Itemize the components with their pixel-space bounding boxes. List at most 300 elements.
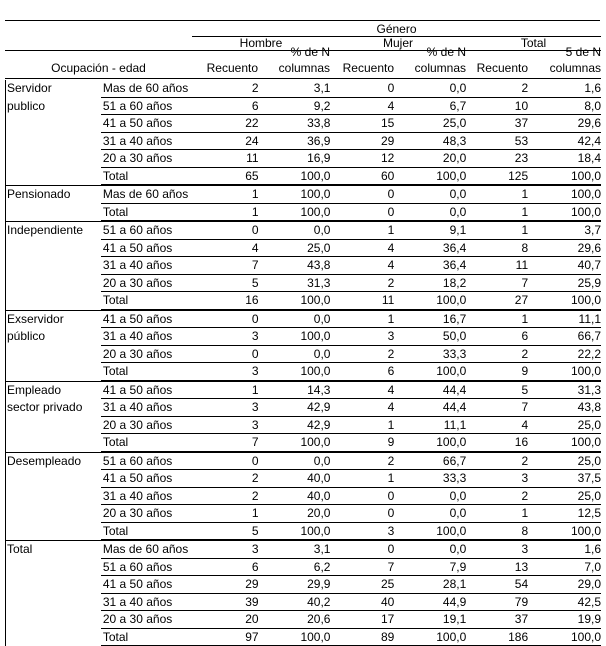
mujer-pct: 100,0 — [398, 523, 466, 541]
total-pct: 100,0 — [532, 523, 601, 541]
total-pct: 1,6 — [532, 80, 601, 98]
table-row — [5, 328, 601, 346]
hombre-pct: 40,0 — [263, 470, 331, 488]
hombre-recuento: 3 — [193, 417, 263, 435]
header-rule — [5, 78, 601, 79]
age-range: 41 a 50 años — [101, 240, 193, 258]
age-range: Mas de 60 años — [101, 80, 193, 98]
total-recuento: 37 — [466, 611, 532, 629]
total-recuento: 8 — [466, 240, 532, 258]
hombre-recuento: 3 — [193, 328, 263, 346]
table-header — [5, 22, 601, 80]
mujer-recuento: 60 — [330, 168, 398, 186]
mujer-recuento: 4 — [330, 399, 398, 417]
header-hombre-pct — [262, 44, 330, 76]
total-recuento: 9 — [466, 363, 532, 381]
mujer-recuento: 1 — [330, 311, 398, 329]
age-range: 51 a 60 años — [101, 453, 193, 471]
age-range: 51 a 60 años — [101, 98, 193, 116]
mujer-pct: 11,1 — [398, 417, 466, 435]
age-range: 31 a 40 años — [101, 257, 193, 275]
mujer-pct: 19,1 — [398, 611, 466, 629]
mujer-pct: 25,0 — [398, 115, 466, 133]
total-recuento: 10 — [466, 98, 532, 116]
total-pct: 11,1 — [532, 311, 601, 329]
hombre-pct: 29,9 — [263, 576, 331, 594]
total-recuento: 1 — [466, 505, 532, 523]
total-pct: 66,7 — [532, 328, 601, 346]
table-row — [5, 168, 601, 186]
hombre-recuento: 22 — [193, 115, 263, 133]
total-pct: 37,5 — [532, 470, 601, 488]
crosstab-table — [5, 22, 601, 646]
mujer-recuento: 4 — [330, 257, 398, 275]
table-row — [5, 150, 601, 168]
hombre-pct: 40,2 — [263, 594, 331, 612]
hombre-recuento: 7 — [193, 434, 263, 452]
pct-line1: % de N — [290, 45, 330, 59]
group-label — [6, 417, 101, 435]
total-pct: 8,0 — [532, 98, 601, 116]
age-range: 31 a 40 años — [101, 133, 193, 151]
table-row — [5, 399, 601, 417]
total-recuento: 2 — [466, 80, 532, 98]
age-range: 31 a 40 años — [101, 488, 193, 506]
age-range: Total — [101, 168, 193, 186]
total-recuento: 23 — [466, 150, 532, 168]
mujer-pct: 28,1 — [398, 576, 466, 594]
table-row — [5, 133, 601, 151]
table-row — [5, 363, 601, 381]
mujer-recuento: 1 — [330, 222, 398, 240]
mujer-recuento: 1 — [330, 417, 398, 435]
total-pct: 100,0 — [532, 434, 601, 452]
total-pct: 42,5 — [532, 594, 601, 612]
mujer-pct: 16,7 — [398, 311, 466, 329]
group-label — [6, 240, 101, 258]
total-recuento: 7 — [466, 399, 532, 417]
mujer-pct: 100,0 — [398, 629, 466, 646]
age-range: 31 a 40 años — [101, 328, 193, 346]
table-row — [5, 594, 601, 612]
hombre-recuento: 1 — [193, 204, 263, 222]
total-recuento: 37 — [466, 115, 532, 133]
age-range: Total — [101, 292, 193, 310]
group-label: Servidor — [7, 81, 52, 95]
total-recuento: 2 — [466, 346, 532, 364]
mujer-pct: 9,1 — [398, 222, 466, 240]
total-pct: 25,0 — [532, 453, 601, 471]
hombre-recuento: 2 — [193, 470, 263, 488]
total-pct: 12,5 — [532, 505, 601, 523]
total-recuento: 125 — [466, 168, 532, 186]
mujer-pct: 44,4 — [398, 399, 466, 417]
mujer-recuento: 2 — [330, 275, 398, 293]
total-recuento: 27 — [466, 292, 532, 310]
top-rule — [5, 20, 600, 21]
table-row — [5, 240, 601, 258]
total-recuento: 11 — [466, 257, 532, 275]
header-total-recuento: Recuento — [476, 61, 528, 75]
total-pct: 29,6 — [532, 240, 601, 258]
group-label: publico — [7, 98, 46, 113]
mujer-pct: 0,0 — [398, 505, 466, 523]
group-label — [6, 257, 101, 275]
hombre-recuento: 4 — [193, 240, 263, 258]
hombre-recuento: 5 — [193, 523, 263, 541]
age-range: Total — [101, 629, 193, 646]
mujer-pct: 44,9 — [398, 594, 466, 612]
table-row — [5, 540, 601, 559]
table-row — [5, 470, 601, 488]
table-row — [5, 292, 601, 310]
total-pct: 100,0 — [532, 204, 601, 222]
table-row — [5, 523, 601, 541]
group-label — [6, 576, 101, 594]
mujer-recuento: 89 — [330, 629, 398, 646]
age-range: 41 a 50 años — [101, 311, 193, 329]
age-range: 20 a 30 años — [101, 505, 193, 523]
hombre-pct: 100,0 — [263, 292, 331, 310]
total-recuento: 8 — [466, 523, 532, 541]
table-row — [5, 576, 601, 594]
hombre-pct: 100,0 — [263, 186, 331, 204]
total-recuento: 6 — [466, 328, 532, 346]
mujer-recuento: 0 — [330, 204, 398, 222]
hombre-pct: 43,8 — [263, 257, 331, 275]
total-pct: 25,0 — [532, 417, 601, 435]
total-pct: 19,9 — [532, 611, 601, 629]
mujer-recuento: 0 — [330, 186, 398, 204]
group-label — [6, 363, 101, 381]
hombre-pct: 3,1 — [263, 541, 331, 559]
hombre-recuento: 3 — [193, 541, 263, 559]
mujer-pct: 48,3 — [398, 133, 466, 151]
group-label — [6, 523, 101, 541]
age-range: 20 a 30 años — [101, 611, 193, 629]
age-range: 20 a 30 años — [101, 150, 193, 168]
mujer-recuento: 0 — [330, 488, 398, 506]
mujer-recuento: 17 — [330, 611, 398, 629]
group-label — [6, 115, 101, 133]
hombre-pct: 42,9 — [263, 399, 331, 417]
group-label: Exservidor — [7, 311, 64, 326]
mujer-pct: 100,0 — [398, 292, 466, 310]
total-pct: 29,0 — [532, 576, 601, 594]
total-pct: 43,8 — [532, 399, 601, 417]
table-row — [5, 452, 601, 471]
header-hombre-recuento: Recuento — [206, 61, 258, 75]
header-total: Total — [520, 36, 547, 50]
mujer-pct: 0,0 — [398, 186, 466, 204]
group-label: Desempleado — [7, 453, 82, 468]
table-row — [5, 488, 601, 506]
total-recuento: 79 — [466, 594, 532, 612]
total-pct: 42,4 — [532, 133, 601, 151]
table-row — [5, 275, 601, 293]
hombre-pct: 40,0 — [263, 488, 331, 506]
mujer-recuento: 4 — [330, 382, 398, 400]
age-range: Total — [101, 204, 193, 222]
table-row — [5, 310, 601, 329]
header-mujer: Mujer — [382, 36, 413, 50]
group-label — [6, 434, 101, 452]
total-recuento: 3 — [466, 541, 532, 559]
hombre-recuento: 7 — [193, 257, 263, 275]
group-label — [6, 168, 101, 186]
hombre-recuento: 11 — [193, 150, 263, 168]
group-label — [6, 133, 101, 151]
hombre-recuento: 20 — [193, 611, 263, 629]
table-row — [5, 204, 601, 222]
group-label: público — [7, 329, 46, 343]
group-label: Independiente — [7, 223, 84, 237]
mujer-pct: 18,2 — [398, 275, 466, 293]
table-row — [5, 257, 601, 275]
group-label: sector privado — [7, 400, 83, 414]
hombre-pct: 100,0 — [263, 363, 331, 381]
table-body — [5, 80, 601, 646]
group-label — [6, 559, 101, 577]
table-row — [5, 381, 601, 400]
group-label — [6, 594, 101, 612]
hombre-recuento: 16 — [193, 292, 263, 310]
total-recuento: 3 — [466, 470, 532, 488]
hombre-recuento: 0 — [193, 453, 263, 471]
age-range: 20 a 30 años — [101, 275, 193, 293]
mujer-pct: 0,0 — [398, 80, 466, 98]
mujer-recuento: 7 — [330, 559, 398, 577]
age-range: 41 a 50 años — [101, 470, 193, 488]
hombre-pct: 0,0 — [263, 453, 331, 471]
hombre-pct: 100,0 — [263, 168, 331, 186]
mujer-recuento: 4 — [330, 98, 398, 116]
total-recuento: 2 — [466, 453, 532, 471]
total-recuento: 7 — [466, 275, 532, 293]
total-recuento: 1 — [466, 186, 532, 204]
mujer-recuento: 3 — [330, 328, 398, 346]
mujer-recuento: 9 — [330, 434, 398, 452]
mujer-pct: 33,3 — [398, 346, 466, 364]
total-pct: 100,0 — [532, 168, 601, 186]
hombre-recuento: 1 — [193, 382, 263, 400]
table-row — [5, 559, 601, 577]
total-pct: 3,7 — [532, 222, 601, 240]
age-range: 51 a 60 años — [101, 559, 193, 577]
mujer-recuento: 25 — [330, 576, 398, 594]
hombre-pct: 31,3 — [263, 275, 331, 293]
mujer-recuento: 11 — [330, 292, 398, 310]
hombre-pct: 14,3 — [263, 382, 331, 400]
group-label — [6, 346, 101, 364]
table-row — [5, 417, 601, 435]
mujer-recuento: 3 — [330, 523, 398, 541]
age-range: 41 a 50 años — [101, 576, 193, 594]
header-genero: Género — [376, 22, 417, 36]
table-row — [5, 434, 601, 452]
mujer-recuento: 2 — [330, 346, 398, 364]
hombre-recuento: 0 — [193, 222, 263, 240]
hombre-recuento: 97 — [193, 629, 263, 646]
total-pct: 31,3 — [532, 382, 601, 400]
table-row — [5, 505, 601, 523]
table-row — [5, 611, 601, 629]
mujer-recuento: 0 — [330, 80, 398, 98]
mujer-recuento: 4 — [330, 240, 398, 258]
hombre-recuento: 2 — [193, 80, 263, 98]
total-pct: 100,0 — [532, 292, 601, 310]
total-pct: 29,6 — [532, 115, 601, 133]
table-row — [5, 115, 601, 133]
mujer-recuento: 40 — [330, 594, 398, 612]
hombre-recuento: 2 — [193, 488, 263, 506]
hombre-pct: 9,2 — [263, 98, 331, 116]
table-row — [5, 346, 601, 364]
hombre-recuento: 1 — [193, 505, 263, 523]
mujer-pct: 44,4 — [398, 382, 466, 400]
hombre-recuento: 6 — [193, 98, 263, 116]
mujer-pct: 6,7 — [398, 98, 466, 116]
hombre-pct: 100,0 — [263, 523, 331, 541]
age-range: 20 a 30 años — [101, 417, 193, 435]
group-label — [6, 204, 101, 222]
mujer-pct: 0,0 — [398, 204, 466, 222]
header-mujer-recuento: Recuento — [342, 61, 394, 75]
pct-line1: 5 de N — [565, 45, 601, 59]
age-range: Mas de 60 años — [101, 186, 193, 204]
mujer-recuento: 29 — [330, 133, 398, 151]
group-label — [6, 150, 101, 168]
total-recuento: 5 — [466, 382, 532, 400]
table-row — [5, 98, 601, 116]
hombre-recuento: 0 — [193, 311, 263, 329]
hombre-pct: 20,6 — [263, 611, 331, 629]
mujer-recuento: 12 — [330, 150, 398, 168]
hombre-pct: 100,0 — [263, 629, 331, 646]
hombre-recuento: 65 — [193, 168, 263, 186]
hombre-pct: 100,0 — [263, 328, 331, 346]
group-label: Empleado — [7, 382, 62, 397]
age-range: 41 a 50 años — [101, 382, 193, 400]
hombre-pct: 100,0 — [263, 204, 331, 222]
mujer-pct: 36,4 — [398, 257, 466, 275]
mujer-pct: 20,0 — [398, 150, 466, 168]
hombre-pct: 6,2 — [263, 559, 331, 577]
hombre-pct: 20,0 — [263, 505, 331, 523]
mujer-pct: 7,9 — [398, 559, 466, 577]
age-range: Mas de 60 años — [101, 541, 193, 559]
group-label — [6, 470, 101, 488]
age-range: 41 a 50 años — [101, 115, 193, 133]
mujer-pct: 100,0 — [398, 168, 466, 186]
hombre-recuento: 3 — [193, 363, 263, 381]
hombre-recuento: 1 — [193, 186, 263, 204]
mujer-recuento: 0 — [330, 541, 398, 559]
table-row — [5, 80, 601, 98]
mujer-pct: 100,0 — [398, 363, 466, 381]
hombre-pct: 0,0 — [263, 346, 331, 364]
hombre-recuento: 29 — [193, 576, 263, 594]
mujer-pct: 50,0 — [398, 328, 466, 346]
header-mujer-pct — [398, 44, 466, 76]
age-range: Total — [101, 523, 193, 541]
age-range: 31 a 40 años — [101, 594, 193, 612]
total-pct: 7,0 — [532, 559, 601, 577]
pct-line1: % de N — [426, 45, 466, 59]
age-range: Total — [101, 434, 193, 452]
table-row — [5, 185, 601, 204]
hombre-pct: 42,9 — [263, 417, 331, 435]
total-recuento: 1 — [466, 311, 532, 329]
hombre-recuento: 6 — [193, 559, 263, 577]
total-pct: 25,9 — [532, 275, 601, 293]
hombre-recuento: 3 — [193, 399, 263, 417]
age-range: Total — [101, 363, 193, 381]
table-row — [5, 221, 601, 240]
group-label — [6, 275, 101, 293]
total-recuento: 16 — [466, 434, 532, 452]
mujer-pct: 100,0 — [398, 434, 466, 452]
total-pct: 25,0 — [532, 488, 601, 506]
mujer-recuento: 1 — [330, 470, 398, 488]
total-pct: 1,6 — [532, 541, 601, 559]
hombre-recuento: 24 — [193, 133, 263, 151]
pct-line2: columnas — [549, 61, 601, 75]
mujer-pct: 33,3 — [398, 470, 466, 488]
group-label — [6, 292, 101, 310]
hombre-pct: 100,0 — [263, 434, 331, 452]
header-hombre: Hombre — [239, 36, 283, 50]
mujer-pct: 36,4 — [398, 240, 466, 258]
mujer-recuento: 15 — [330, 115, 398, 133]
pct-line2: columnas — [278, 61, 330, 75]
group-label: Pensionado — [7, 187, 71, 201]
hombre-pct: 3,1 — [263, 80, 331, 98]
pct-line2: columnas — [414, 61, 466, 75]
hombre-pct: 36,9 — [263, 133, 331, 151]
mujer-recuento: 0 — [330, 505, 398, 523]
age-range: 20 a 30 años — [101, 346, 193, 364]
header-total-pct — [532, 44, 601, 76]
total-pct: 100,0 — [532, 629, 601, 646]
hombre-pct: 0,0 — [263, 311, 331, 329]
total-recuento: 1 — [466, 204, 532, 222]
total-recuento: 13 — [466, 559, 532, 577]
age-range: 31 a 40 años — [101, 399, 193, 417]
group-label — [6, 611, 101, 629]
mujer-pct: 0,0 — [398, 488, 466, 506]
total-recuento: 54 — [466, 576, 532, 594]
total-recuento: 186 — [466, 629, 532, 646]
mujer-recuento: 2 — [330, 453, 398, 471]
total-recuento: 1 — [466, 222, 532, 240]
total-recuento: 4 — [466, 417, 532, 435]
group-label — [6, 629, 101, 646]
mujer-pct: 66,7 — [398, 453, 466, 471]
total-pct: 22,2 — [532, 346, 601, 364]
total-pct: 18,4 — [532, 150, 601, 168]
mujer-pct: 0,0 — [398, 541, 466, 559]
group-label: Total — [7, 542, 33, 556]
group-label — [6, 505, 101, 523]
hombre-recuento: 5 — [193, 275, 263, 293]
mujer-recuento: 6 — [330, 363, 398, 381]
hombre-pct: 33,8 — [263, 115, 331, 133]
hombre-recuento: 0 — [193, 346, 263, 364]
hombre-pct: 0,0 — [263, 222, 331, 240]
hombre-pct: 16,9 — [263, 150, 331, 168]
total-recuento: 53 — [466, 133, 532, 151]
